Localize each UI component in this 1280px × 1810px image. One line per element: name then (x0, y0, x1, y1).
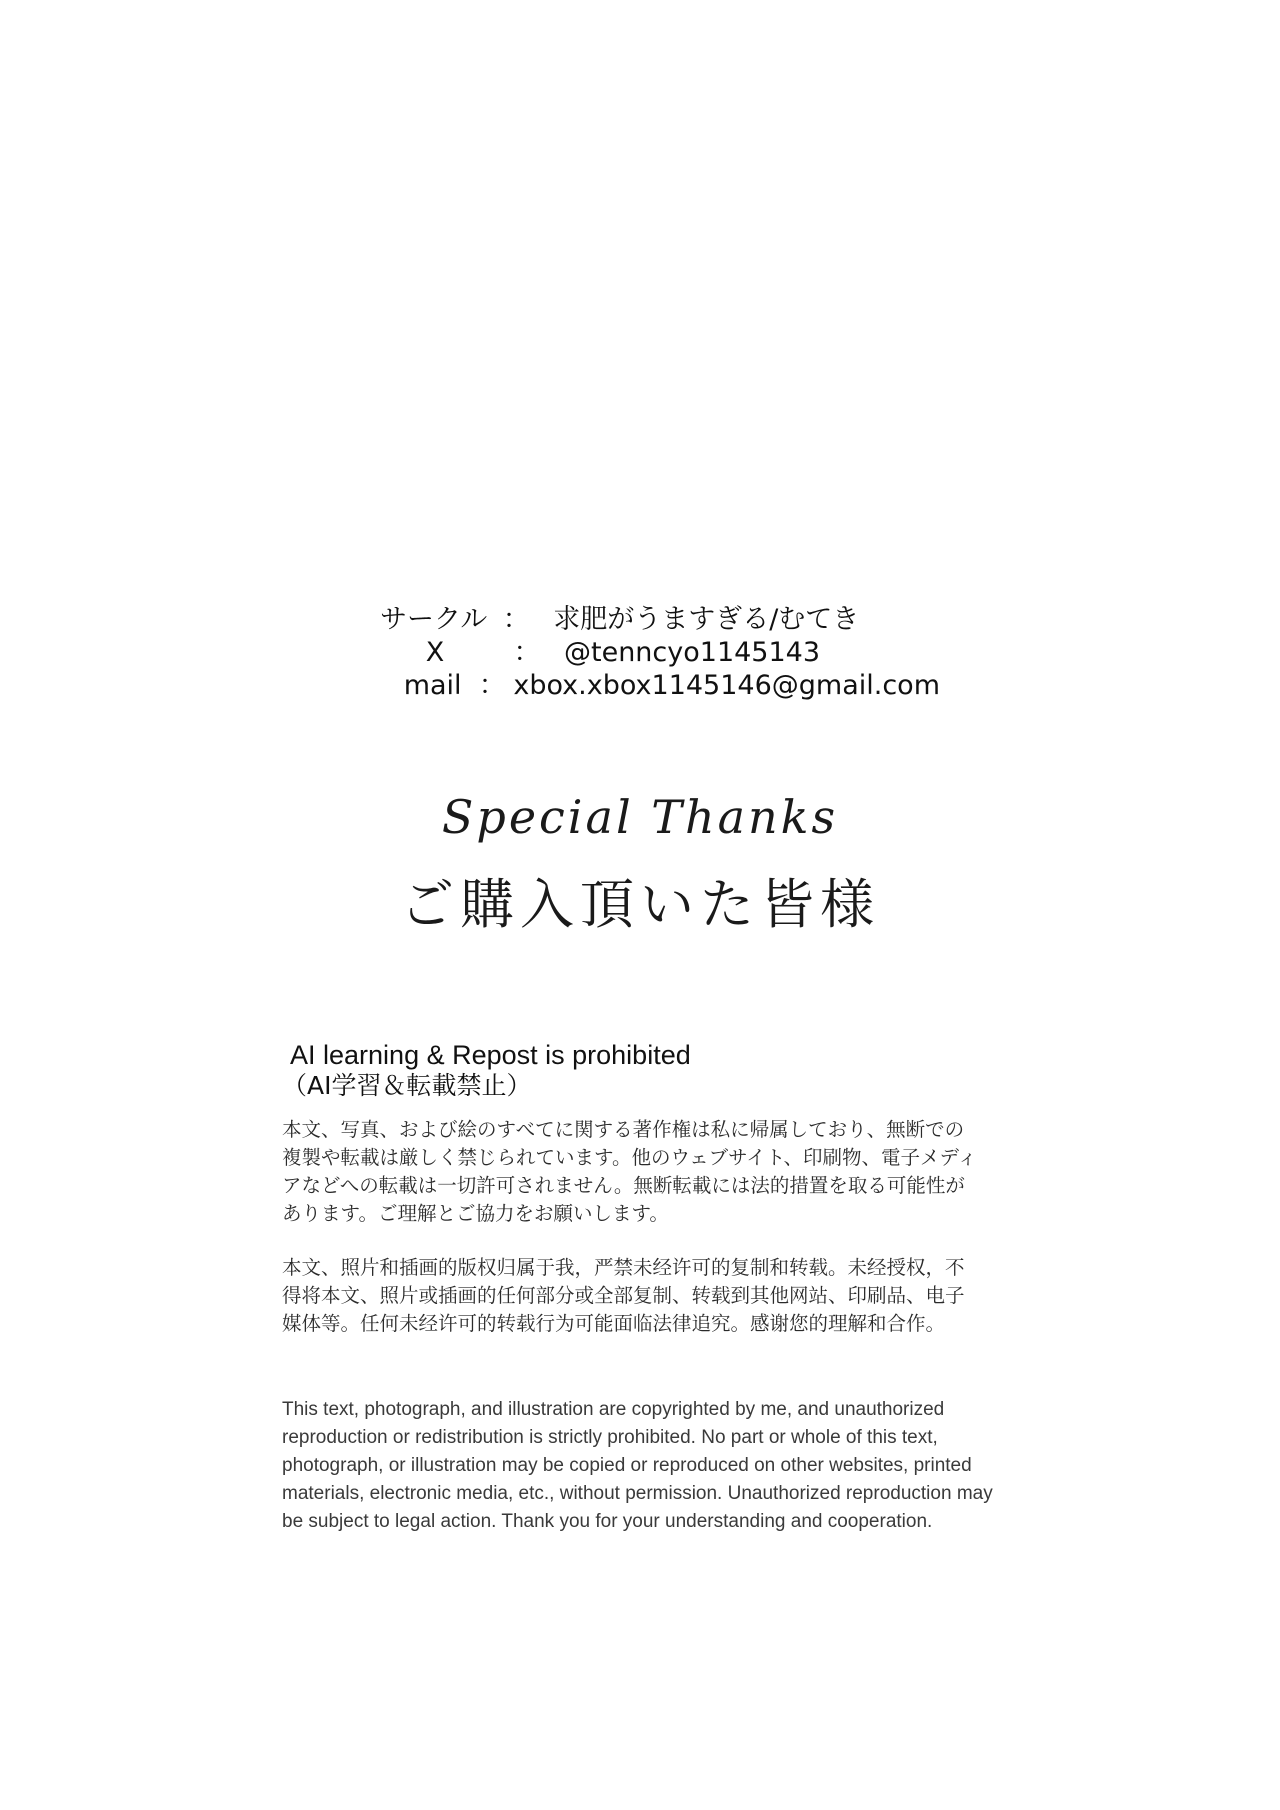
notice-paragraph-en: This text, photograph, and illustration are copyrighted by me, and unauthorized reproduction or redistribution is strictly prohibited. No part or whole of this text, photograph, or illustration may be copied or reproduced on other websites, printed materials, electronic media, etc., without permission. Unauthorized reproduction may be subject to legal action. Thank you for your understanding and cooperation. (282, 1399, 993, 1532)
notice-paragraph-cn: 本文、照片和插画的版权归属于我，严禁未经许可的复制和转载。未经授权，不得将本文、照片或插画的任何部分或全部复制、转载到其他网站、印刷品、电子媒体等。任何未经许可的转载行为可能面临法律追究。感谢您的理解和合作。 (282, 1256, 965, 1335)
special-thanks-subtitle: ご購入頂いた皆様 (400, 873, 880, 936)
mail-label: mail (403, 670, 462, 701)
circle-label: サークル (380, 604, 488, 635)
circle-separator: ： (502, 604, 530, 635)
x-handle: @tenncyo1145143 (564, 637, 821, 668)
notice-paragraph-jp: 本文、写真、および絵のすべてに関する著作権は私に帰属しており、無断での複製や転載は厳しく禁じられています。他のウェブサイト、印刷物、電子メディアなどへの転載は一切許可されません。無断転載には法的措置を取る可能性があります。ご理解とご協力をお願いします。 (282, 1118, 977, 1225)
x-separator: ： (513, 637, 541, 668)
notice-header (282, 1040, 990, 1101)
credits-block (380, 603, 940, 702)
notice-heading: AI learning & Repost is prohibited (290, 1040, 691, 1070)
mail-separator: ： (478, 670, 506, 701)
credit-row-mail (380, 669, 940, 702)
special-thanks-title: Special Thanks (441, 790, 839, 844)
x-label: X (425, 637, 445, 668)
credit-row-x (380, 636, 940, 669)
notice-heading-jp: （AI学習＆転載禁止） (282, 1071, 532, 1100)
mail-address: xbox.xbox1145146@gmail.com (513, 670, 940, 701)
circle-name: 求肥がうますぎる/むてき (553, 604, 860, 635)
credit-row-circle (380, 603, 940, 636)
